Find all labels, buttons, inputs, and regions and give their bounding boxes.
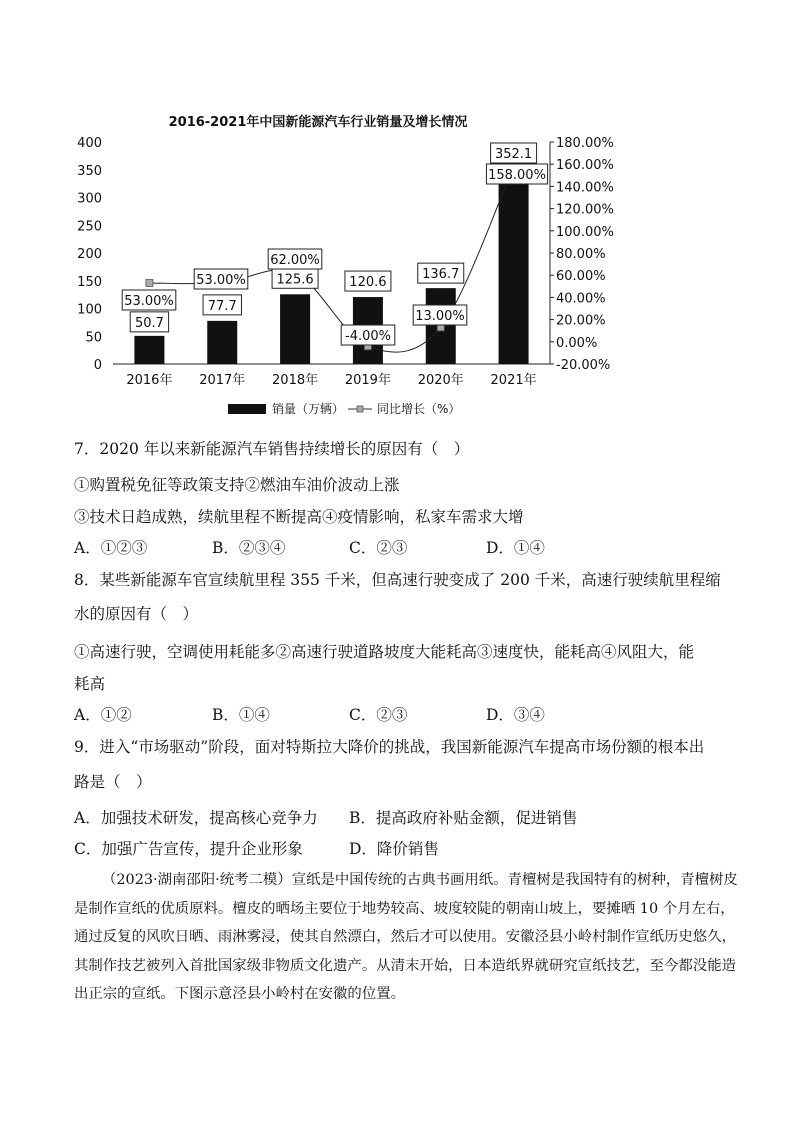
line-data-label-text: 53.00%	[196, 273, 246, 288]
bar-data-label	[130, 312, 168, 332]
right-tick-label: 100.00%	[556, 224, 614, 240]
q7-option-c[interactable]: C．②③	[349, 539, 408, 557]
x-tick-label: 2018年	[272, 373, 319, 388]
x-tick-label: 2021年	[490, 373, 537, 388]
line-data-label	[486, 164, 547, 184]
bar	[280, 294, 310, 364]
bar	[499, 169, 529, 364]
bar-data-label-text: 125.6	[276, 272, 314, 288]
line-data-label-text: 53.00%	[124, 294, 174, 309]
q8-option-d[interactable]: D．③④	[486, 706, 545, 724]
line-data-label-text: 62.00%	[270, 253, 320, 268]
right-tick-label: 160.00%	[556, 158, 614, 174]
right-tick-label: 120.00%	[556, 202, 614, 218]
legend-line-label: 同比增长（%）	[377, 402, 461, 416]
q9-option-a[interactable]: A．加强技术研发，提高核心竞争力	[74, 809, 318, 827]
bar-data-label-text: 77.7	[207, 298, 237, 314]
line-data-label	[413, 305, 467, 325]
line-data-label	[122, 290, 176, 310]
left-tick-label: 0	[93, 358, 102, 373]
growth-point	[146, 279, 153, 286]
right-tick-label: 0.00%	[556, 335, 598, 351]
bar-data-label	[491, 143, 537, 163]
bar-data-label-text: 352.1	[494, 147, 533, 162]
q8-option-b[interactable]: B．①④	[212, 706, 270, 724]
bar-data-label-text: 136.7	[422, 267, 460, 283]
line-data-labels	[122, 164, 547, 345]
q9-option-d[interactable]: D．降价销售	[349, 840, 439, 858]
q8-option-c[interactable]: C．②③	[349, 706, 408, 724]
q8-option-a[interactable]: A．①②	[74, 706, 132, 724]
left-tick-label: 300	[77, 191, 102, 207]
line-data-label-text: -4.00%	[345, 329, 391, 344]
q7-option-b[interactable]: B．②③④	[212, 539, 286, 557]
bar-data-label	[345, 271, 391, 291]
bar	[134, 336, 164, 364]
line-data-label	[268, 249, 322, 269]
left-tick-label: 100	[77, 302, 102, 318]
sales-growth-chart	[0, 0, 794, 430]
q7-statements-1: ①购置税免征等政策支持②燃油车油价波动上涨	[74, 476, 400, 494]
right-tick-label: 20.00%	[556, 313, 606, 329]
right-tick-label: 60.00%	[556, 269, 606, 285]
left-tick-label: 150	[77, 274, 102, 290]
bar-data-label	[418, 263, 464, 283]
q7-statements-2: ③技术日趋成熟，续航里程不断提高④疫情影响，私家车需求大增	[74, 508, 524, 526]
left-tick-label: 350	[77, 163, 102, 179]
legend-bar-label: 销量（万辆）	[272, 402, 345, 416]
passage-text: 宣纸是中国传统的古典书画用纸。青檀树是我国特有的树种，青檀树皮是制作宣纸的优质原料。檀皮的晒场主要位于地势较高、坡度较陡的朝南山坡上，要摊晒 10 个月左右，通过反复的风吹日晒、雨淋雾浸，使其自然漂白，然后才可以使用。安徽泾县小岭村制作宣纸历史悠久，其制作技艺被列入首批国家级非物质文化遗产。从清末开始，日本造纸界就研究宣纸技艺，至今都没能造出正宗的宣纸。下图示意泾县小岭村在安徽的位置。	[74, 872, 738, 1002]
line-data-label-text: 158.00%	[488, 168, 546, 183]
right-tick-label: 80.00%	[556, 247, 606, 262]
bar-data-label	[272, 268, 318, 288]
line-data-label	[194, 269, 248, 289]
x-tick-label: 2016年	[126, 373, 173, 388]
q8-statements-1: ①高速行驶，空调使用耗能多②高速行驶道路坡度大能耗高③速度快，能耗高④风阻大，能	[74, 643, 695, 661]
bar-series	[134, 169, 528, 364]
q8-stem-2: 水的原因有（ ）	[74, 605, 199, 623]
bar-data-label-text: 120.6	[349, 275, 387, 291]
legend-bar-swatch	[228, 404, 266, 414]
left-tick-label: 200	[77, 247, 102, 262]
bar-data-label-text: 50.7	[134, 315, 164, 331]
q7-option-d[interactable]: D．①④	[486, 539, 545, 557]
bar-data-label	[203, 295, 241, 315]
legend	[228, 401, 460, 416]
left-axis	[77, 136, 102, 373]
left-tick-label: 50	[85, 330, 102, 346]
chart-title: 2016-2021年中国新能源汽车行业销量及增长情况	[168, 115, 468, 130]
legend-line-marker	[357, 406, 363, 412]
right-tick-label: -20.00%	[556, 358, 611, 373]
q9-stem-1: 9．进入“市场驱动”阶段，面对特斯拉大降价的挑战，我国新能源汽车提高市场份额的根本出	[74, 738, 705, 756]
passage-source: （2023·湖南邵阳·统考二模）	[102, 872, 292, 888]
x-tick-label: 2017年	[199, 373, 246, 388]
q7-option-a[interactable]: A．①②③	[74, 539, 148, 557]
left-tick-label: 400	[77, 136, 102, 151]
reading-passage	[74, 866, 746, 1009]
line-data-label	[341, 325, 395, 345]
x-tick-labels	[126, 372, 536, 388]
q7-stem: 7．2020 年以来新能源汽车销售持续增长的原因有（ ）	[74, 440, 470, 458]
q9-option-b[interactable]: B．提高政府补贴金额，促进销售	[349, 809, 578, 827]
q9-option-c[interactable]: C．加强广告宣传，提升企业形象	[74, 840, 303, 858]
q8-stem-1: 8．某些新能源车官宣续航里程 355 千米，但高速行驶变成了 200 千米，高速行驶续航里程缩	[74, 571, 721, 589]
right-tick-label: 40.00%	[556, 291, 606, 307]
x-tick-label: 2019年	[344, 373, 391, 388]
bar-data-labels	[130, 143, 536, 332]
left-tick-label: 250	[77, 219, 102, 235]
bar	[207, 321, 237, 364]
q8-statements-2: 耗高	[74, 675, 106, 693]
x-tick-label: 2020年	[417, 373, 464, 388]
right-tick-label: 180.00%	[556, 136, 614, 151]
right-tick-label: 140.00%	[556, 180, 614, 196]
right-axis	[550, 136, 614, 373]
line-data-label-text: 13.00%	[415, 309, 465, 324]
q9-stem-2: 路是（ ）	[74, 773, 152, 791]
